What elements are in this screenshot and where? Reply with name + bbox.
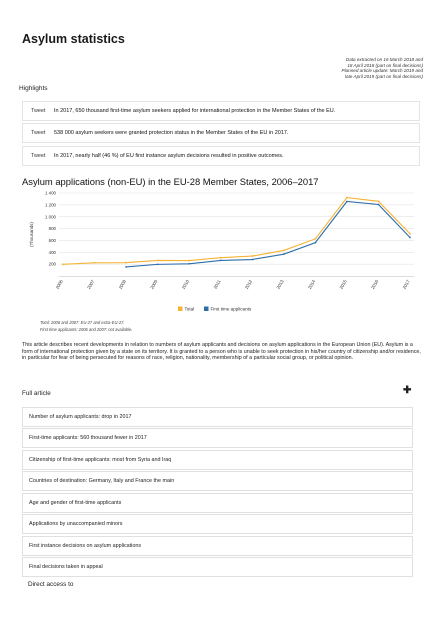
series-line <box>63 198 410 265</box>
x-tick-label: 2014 <box>307 279 317 290</box>
legend-swatch <box>178 307 183 312</box>
expand-plus-icon[interactable]: ✚ <box>403 385 412 396</box>
chart-title: Asylum applications (non-EU) in the EU-28 Member States, 2006–2017 <box>22 176 319 187</box>
page-title: Asylum statistics <box>22 32 125 46</box>
data-point <box>62 263 64 265</box>
x-tick-label: 2012 <box>243 279 254 290</box>
x-tick-label: 2009 <box>149 279 159 290</box>
series-line <box>126 201 410 266</box>
y-tick-label: 400 <box>48 249 56 255</box>
data-point <box>188 260 190 262</box>
y-tick-label: 200 <box>48 261 56 267</box>
article-section-link[interactable]: Final decisions taken in appeal <box>22 557 413 577</box>
data-point <box>346 197 348 199</box>
full-article-heading: Full article <box>22 390 51 397</box>
x-tick-label: 2010 <box>180 279 191 290</box>
article-section-link[interactable]: First-time applicants: 560 thousand fewer in 2017 <box>22 428 413 448</box>
data-extraction-info <box>283 57 423 79</box>
article-section-link[interactable]: Number of asylum applicants: drop in 2017 <box>22 407 413 427</box>
x-tick-label: 2006 <box>54 279 64 290</box>
data-point <box>409 237 411 239</box>
data-point <box>94 262 96 264</box>
highlight-text: In 2017, 650 thousand first-time asylum seekers applied for international protection in the Member States of the EU. <box>54 108 336 114</box>
data-point <box>251 255 253 257</box>
data-point <box>346 201 348 203</box>
data-point <box>125 262 127 264</box>
highlight-item <box>22 101 420 121</box>
data-point <box>188 263 190 265</box>
article-section-link[interactable]: Countries of destination: Germany, Italy and France the main <box>22 471 413 491</box>
data-point <box>125 266 127 268</box>
x-tick-label: 2016 <box>370 279 380 290</box>
article-section-link[interactable]: Applications by unaccompanied minors <box>22 514 413 534</box>
y-tick-label: 1 000 <box>45 214 56 220</box>
highlight-item <box>22 146 420 166</box>
data-point <box>157 263 159 265</box>
direct-access-heading: Direct access to <box>28 581 74 588</box>
data-point <box>314 238 316 240</box>
legend-label: Total <box>184 306 195 312</box>
y-tick-label: 600 <box>48 238 56 244</box>
legend-label: First time applicants <box>210 306 252 312</box>
y-axis-label: (Thousands) <box>29 222 34 247</box>
meta-line: Data extracted on 16 March 2018 and <box>345 57 423 62</box>
meta-line: 18 April 2018 (part on final decisions) <box>347 62 423 68</box>
chart-note: First time applicants: 2006 and 2007: not available. <box>40 327 133 332</box>
meta-line: Planned article update: March 2019 and <box>341 68 423 74</box>
highlights-heading: Highlights <box>19 85 48 92</box>
x-tick-label: 2013 <box>275 279 285 290</box>
data-point <box>283 253 285 255</box>
tweet-link[interactable]: Tweet <box>31 153 46 159</box>
tweet-link[interactable]: Tweet <box>31 130 46 136</box>
x-tick-label: 2011 <box>212 279 222 290</box>
asylum-applications-chart <box>22 190 418 322</box>
highlight-item <box>22 123 420 143</box>
data-point <box>220 257 222 259</box>
highlight-text: In 2017, nearly half (46 %) of EU first instance asylum decisions resulted in positive outcomes. <box>54 153 284 159</box>
y-tick-label: 800 <box>48 226 56 232</box>
tweet-link[interactable]: Tweet <box>31 108 46 114</box>
data-point <box>378 200 380 202</box>
article-intro-text: This article describes recent developments in relation to numbers of asylum applicants and decisions on asylum applications in the European Union (EU). Asylum is a form of international protection given by a state on its territory. It is granted to a person who is unable to seek protection in his/her country of citizenship and/or residence, in particular for fear of being persecuted for reasons of race, religion, nationality, membership of a particular social group, or political opinion. <box>22 342 421 362</box>
y-tick-label: 1 200 <box>45 202 56 208</box>
chart-note: Total: 2006 and 2007: EU-27 and extra-EU-27. <box>40 320 125 325</box>
data-point <box>378 204 380 206</box>
meta-line: late April 2019 (part on final decisions) <box>345 73 423 79</box>
data-point <box>314 242 316 244</box>
data-point <box>251 259 253 261</box>
data-point <box>220 260 222 262</box>
data-point <box>283 250 285 252</box>
legend-swatch <box>204 307 209 312</box>
x-tick-label: 2007 <box>86 279 96 290</box>
x-tick-label: 2008 <box>117 279 127 290</box>
data-point <box>157 260 159 262</box>
x-tick-label: 2017 <box>401 279 411 290</box>
data-point <box>409 233 411 235</box>
article-section-link[interactable]: Citizenship of first-time applicants: most from Syria and Iraq <box>22 450 413 470</box>
article-section-link[interactable]: Age and gender of first-time applicants <box>22 493 413 513</box>
article-section-link[interactable]: First instance decisions on asylum applications <box>22 536 413 556</box>
x-tick-label: 2015 <box>338 279 348 290</box>
highlight-text: 538 000 asylum seekers were granted protection status in the Member States of the EU in 2017. <box>54 130 289 136</box>
y-tick-label: 1 400 <box>45 190 56 196</box>
